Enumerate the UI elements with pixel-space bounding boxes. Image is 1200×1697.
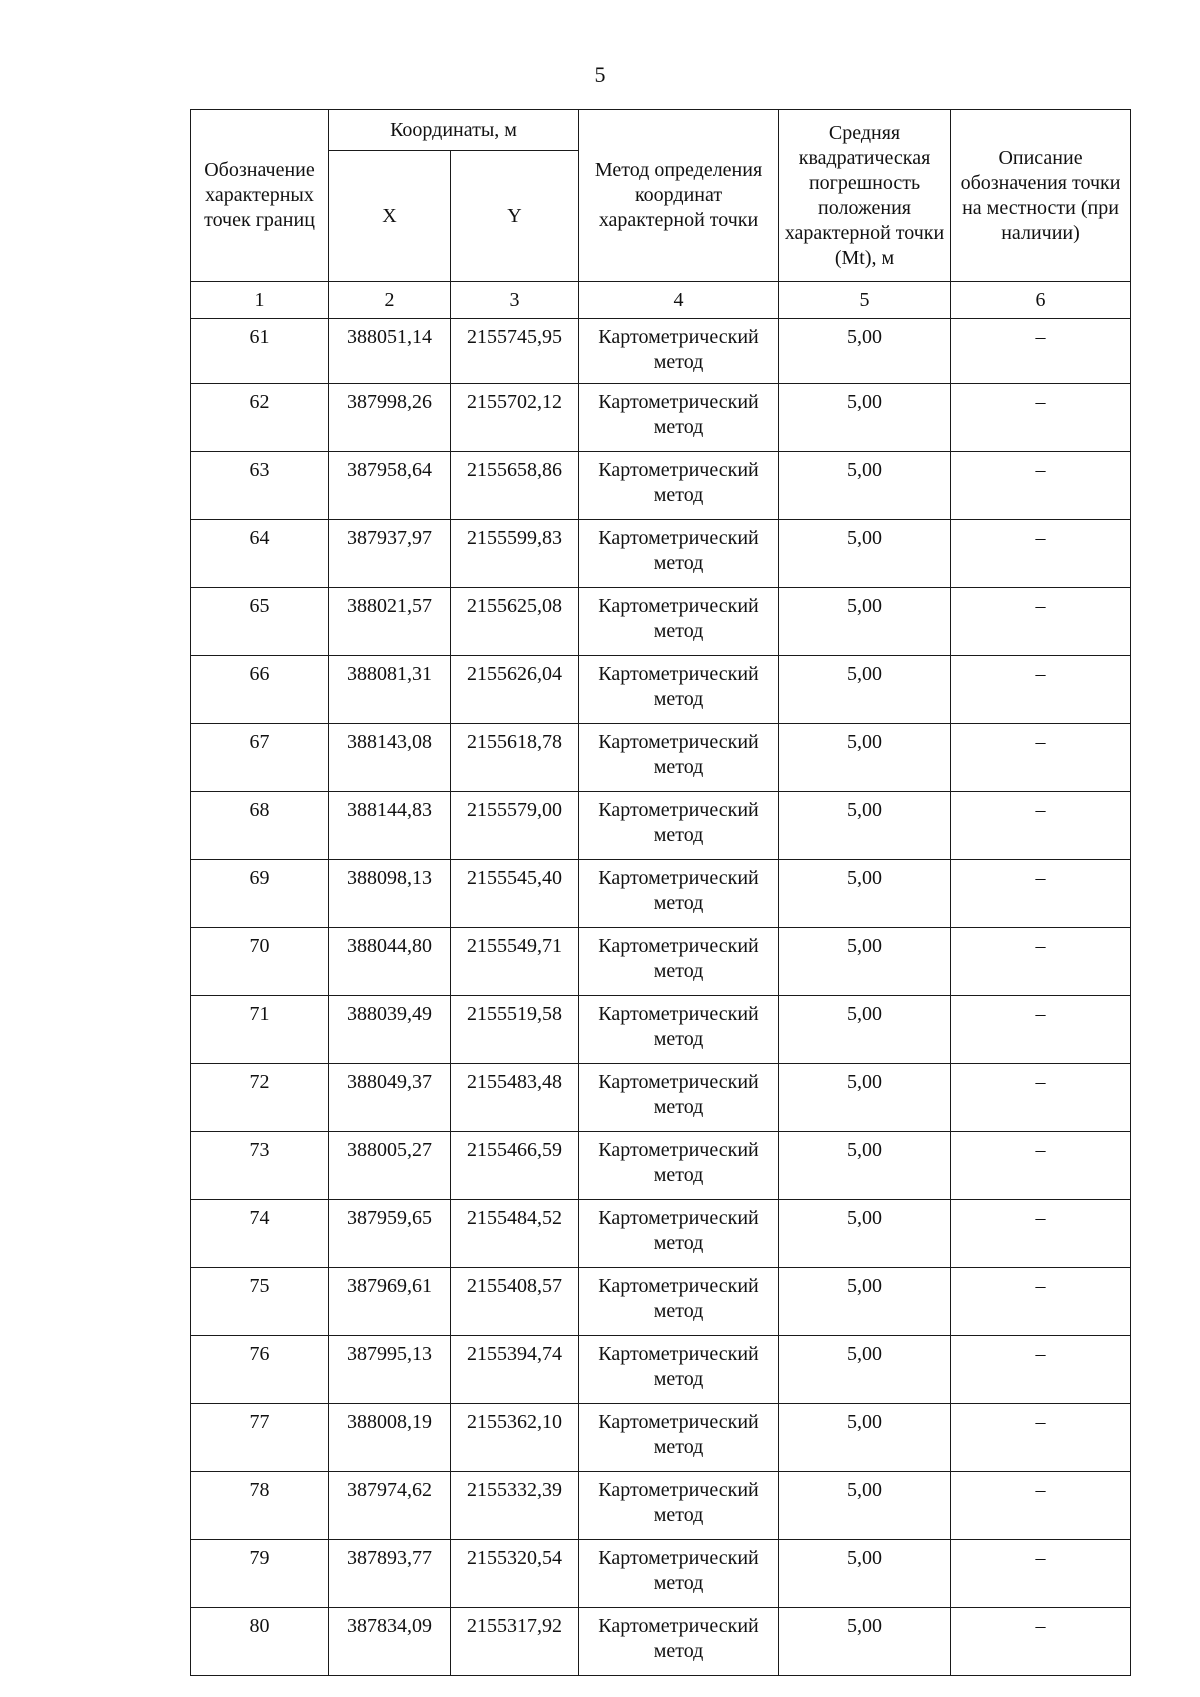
table-row [191, 860, 1131, 928]
y-cell: 2155579,00 [451, 792, 579, 860]
x-cell: 388049,37 [329, 1064, 451, 1132]
method-line: Картометрический [598, 1003, 759, 1025]
y-cell: 2155317,92 [451, 1608, 579, 1676]
error-cell: 5,00 [779, 588, 951, 656]
error-cell: 5,00 [779, 452, 951, 520]
x-cell: 387958,64 [329, 452, 451, 520]
table-row [191, 1268, 1131, 1336]
method-line: метод [653, 1028, 704, 1050]
table-row [191, 1540, 1131, 1608]
header-error: Средняя квадратическая погрешность положения характерной точки (Mt), м [779, 110, 951, 282]
error-cell: 5,00 [779, 1404, 951, 1472]
table-row [191, 656, 1131, 724]
method-cell [579, 319, 779, 384]
x-cell: 388021,57 [329, 588, 451, 656]
x-cell: 388081,31 [329, 656, 451, 724]
method-line: Картометрический [598, 799, 759, 821]
error-cell: 5,00 [779, 1540, 951, 1608]
method-cell [579, 792, 779, 860]
column-number: 3 [451, 282, 579, 319]
table-row [191, 1200, 1131, 1268]
description-cell: – [951, 1132, 1131, 1200]
point-cell: 63 [191, 452, 329, 520]
x-cell: 388005,27 [329, 1132, 451, 1200]
method-cell [579, 1472, 779, 1540]
y-cell: 2155702,12 [451, 384, 579, 452]
header-y: Y [451, 151, 579, 282]
x-cell: 388008,19 [329, 1404, 451, 1472]
error-cell: 5,00 [779, 1268, 951, 1336]
table-row [191, 1404, 1131, 1472]
description-cell: – [951, 928, 1131, 996]
method-cell [579, 928, 779, 996]
method-line: Картометрический [598, 663, 759, 685]
method-line: Картометрический [598, 595, 759, 617]
x-cell: 388039,49 [329, 996, 451, 1064]
method-line: метод [653, 1232, 704, 1254]
x-cell: 387969,61 [329, 1268, 451, 1336]
point-cell: 69 [191, 860, 329, 928]
method-cell [579, 1336, 779, 1404]
x-cell: 387995,13 [329, 1336, 451, 1404]
method-cell [579, 1064, 779, 1132]
y-cell: 2155466,59 [451, 1132, 579, 1200]
method-line: Картометрический [598, 326, 759, 348]
error-cell: 5,00 [779, 996, 951, 1064]
method-cell [579, 1200, 779, 1268]
x-cell: 387959,65 [329, 1200, 451, 1268]
method-line: метод [653, 1368, 704, 1390]
point-cell: 68 [191, 792, 329, 860]
description-cell: – [951, 860, 1131, 928]
method-line: метод [653, 484, 704, 506]
method-line: метод [653, 1640, 704, 1662]
x-cell: 387974,62 [329, 1472, 451, 1540]
page-number: 5 [594, 62, 606, 87]
error-cell: 5,00 [779, 1472, 951, 1540]
point-cell: 62 [191, 384, 329, 452]
method-cell [579, 1608, 779, 1676]
y-cell: 2155545,40 [451, 860, 579, 928]
point-cell: 72 [191, 1064, 329, 1132]
table-row [191, 724, 1131, 792]
column-number-row [191, 282, 1131, 319]
method-line: метод [653, 756, 704, 778]
column-number: 4 [579, 282, 779, 319]
method-line: метод [653, 960, 704, 982]
table-row [191, 520, 1131, 588]
point-cell: 76 [191, 1336, 329, 1404]
point-cell: 80 [191, 1608, 329, 1676]
header-row-top [191, 110, 1131, 151]
point-cell: 75 [191, 1268, 329, 1336]
point-cell: 70 [191, 928, 329, 996]
x-cell: 387998,26 [329, 384, 451, 452]
header-method: Метод определения координат характерной точки [579, 110, 779, 282]
point-cell: 64 [191, 520, 329, 588]
table-row [191, 1336, 1131, 1404]
column-number: 1 [191, 282, 329, 319]
method-line: Картометрический [598, 867, 759, 889]
point-cell: 67 [191, 724, 329, 792]
point-cell: 77 [191, 1404, 329, 1472]
point-cell: 74 [191, 1200, 329, 1268]
method-line: метод [653, 824, 704, 846]
table-row [191, 792, 1131, 860]
header-coordinates-group: Координаты, м [329, 110, 579, 151]
table-row [191, 1132, 1131, 1200]
method-line: Картометрический [598, 1411, 759, 1433]
table-row [191, 1064, 1131, 1132]
error-cell: 5,00 [779, 319, 951, 384]
method-cell [579, 1540, 779, 1608]
method-cell [579, 1132, 779, 1200]
x-cell: 388051,14 [329, 319, 451, 384]
description-cell: – [951, 452, 1131, 520]
x-cell: 387937,97 [329, 520, 451, 588]
method-line: метод [653, 1164, 704, 1186]
description-cell: – [951, 520, 1131, 588]
method-line: метод [653, 688, 704, 710]
description-cell: – [951, 1268, 1131, 1336]
method-line: Картометрический [598, 1207, 759, 1229]
x-cell: 388144,83 [329, 792, 451, 860]
method-cell [579, 384, 779, 452]
error-cell: 5,00 [779, 1200, 951, 1268]
error-cell: 5,00 [779, 1608, 951, 1676]
coordinates-table [190, 109, 1131, 1676]
description-cell: – [951, 1200, 1131, 1268]
description-cell: – [951, 656, 1131, 724]
point-cell: 71 [191, 996, 329, 1064]
method-line: Картометрический [598, 459, 759, 481]
table-row [191, 1608, 1131, 1676]
description-cell: – [951, 384, 1131, 452]
table-row [191, 319, 1131, 384]
description-cell: – [951, 1404, 1131, 1472]
method-line: метод [653, 1572, 704, 1594]
error-cell: 5,00 [779, 384, 951, 452]
table-header [191, 110, 1131, 319]
x-cell: 388098,13 [329, 860, 451, 928]
point-cell: 61 [191, 319, 329, 384]
method-line: Картометрический [598, 1479, 759, 1501]
description-cell: – [951, 1064, 1131, 1132]
y-cell: 2155618,78 [451, 724, 579, 792]
x-cell: 387834,09 [329, 1608, 451, 1676]
y-cell: 2155320,54 [451, 1540, 579, 1608]
point-cell: 66 [191, 656, 329, 724]
error-cell: 5,00 [779, 928, 951, 996]
point-cell: 73 [191, 1132, 329, 1200]
method-cell [579, 996, 779, 1064]
description-cell: – [951, 996, 1131, 1064]
description-cell: – [951, 588, 1131, 656]
method-line: Картометрический [598, 1343, 759, 1365]
method-line: метод [653, 620, 704, 642]
y-cell: 2155483,48 [451, 1064, 579, 1132]
method-cell [579, 452, 779, 520]
table-row [191, 1472, 1131, 1540]
error-cell: 5,00 [779, 792, 951, 860]
column-number: 6 [951, 282, 1131, 319]
column-number: 5 [779, 282, 951, 319]
error-cell: 5,00 [779, 1336, 951, 1404]
header-x: X [329, 151, 451, 282]
method-line: метод [653, 552, 704, 574]
error-cell: 5,00 [779, 1132, 951, 1200]
header-point-designation: Обозначение характерных точек границ [191, 110, 329, 282]
description-cell: – [951, 724, 1131, 792]
point-cell: 78 [191, 1472, 329, 1540]
method-cell [579, 520, 779, 588]
description-cell: – [951, 1336, 1131, 1404]
method-line: метод [653, 416, 704, 438]
y-cell: 2155599,83 [451, 520, 579, 588]
method-line: Картометрический [598, 1071, 759, 1093]
method-line: Картометрический [598, 935, 759, 957]
method-line: метод [653, 1300, 704, 1322]
y-cell: 2155519,58 [451, 996, 579, 1064]
column-number: 2 [329, 282, 451, 319]
y-cell: 2155332,39 [451, 1472, 579, 1540]
y-cell: 2155745,95 [451, 319, 579, 384]
header-description: Описание обозначения точки на местности (при наличии) [951, 110, 1131, 282]
error-cell: 5,00 [779, 656, 951, 724]
table-row [191, 588, 1131, 656]
method-line: Картометрический [598, 527, 759, 549]
description-cell: – [951, 319, 1131, 384]
error-cell: 5,00 [779, 860, 951, 928]
method-line: метод [653, 351, 704, 373]
table-row [191, 928, 1131, 996]
method-cell [579, 724, 779, 792]
description-cell: – [951, 1608, 1131, 1676]
method-cell [579, 1404, 779, 1472]
description-cell: – [951, 1540, 1131, 1608]
y-cell: 2155625,08 [451, 588, 579, 656]
method-cell [579, 656, 779, 724]
method-line: Картометрический [598, 1275, 759, 1297]
method-cell [579, 588, 779, 656]
method-cell [579, 860, 779, 928]
method-line: метод [653, 1096, 704, 1118]
method-line: метод [653, 1436, 704, 1458]
y-cell: 2155549,71 [451, 928, 579, 996]
x-cell: 388143,08 [329, 724, 451, 792]
method-line: Картометрический [598, 1139, 759, 1161]
y-cell: 2155484,52 [451, 1200, 579, 1268]
table-row [191, 384, 1131, 452]
table-row [191, 996, 1131, 1064]
method-line: Картометрический [598, 391, 759, 413]
error-cell: 5,00 [779, 1064, 951, 1132]
method-line: Картометрический [598, 1547, 759, 1569]
x-cell: 387893,77 [329, 1540, 451, 1608]
method-cell [579, 1268, 779, 1336]
y-cell: 2155362,10 [451, 1404, 579, 1472]
method-line: Картометрический [598, 1615, 759, 1637]
description-cell: – [951, 792, 1131, 860]
y-cell: 2155408,57 [451, 1268, 579, 1336]
method-line: Картометрический [598, 731, 759, 753]
y-cell: 2155626,04 [451, 656, 579, 724]
x-cell: 388044,80 [329, 928, 451, 996]
error-cell: 5,00 [779, 520, 951, 588]
method-line: метод [653, 892, 704, 914]
table-row [191, 452, 1131, 520]
table-body [191, 319, 1131, 1676]
error-cell: 5,00 [779, 724, 951, 792]
method-line: метод [653, 1504, 704, 1526]
description-cell: – [951, 1472, 1131, 1540]
y-cell: 2155658,86 [451, 452, 579, 520]
point-cell: 79 [191, 1540, 329, 1608]
y-cell: 2155394,74 [451, 1336, 579, 1404]
point-cell: 65 [191, 588, 329, 656]
